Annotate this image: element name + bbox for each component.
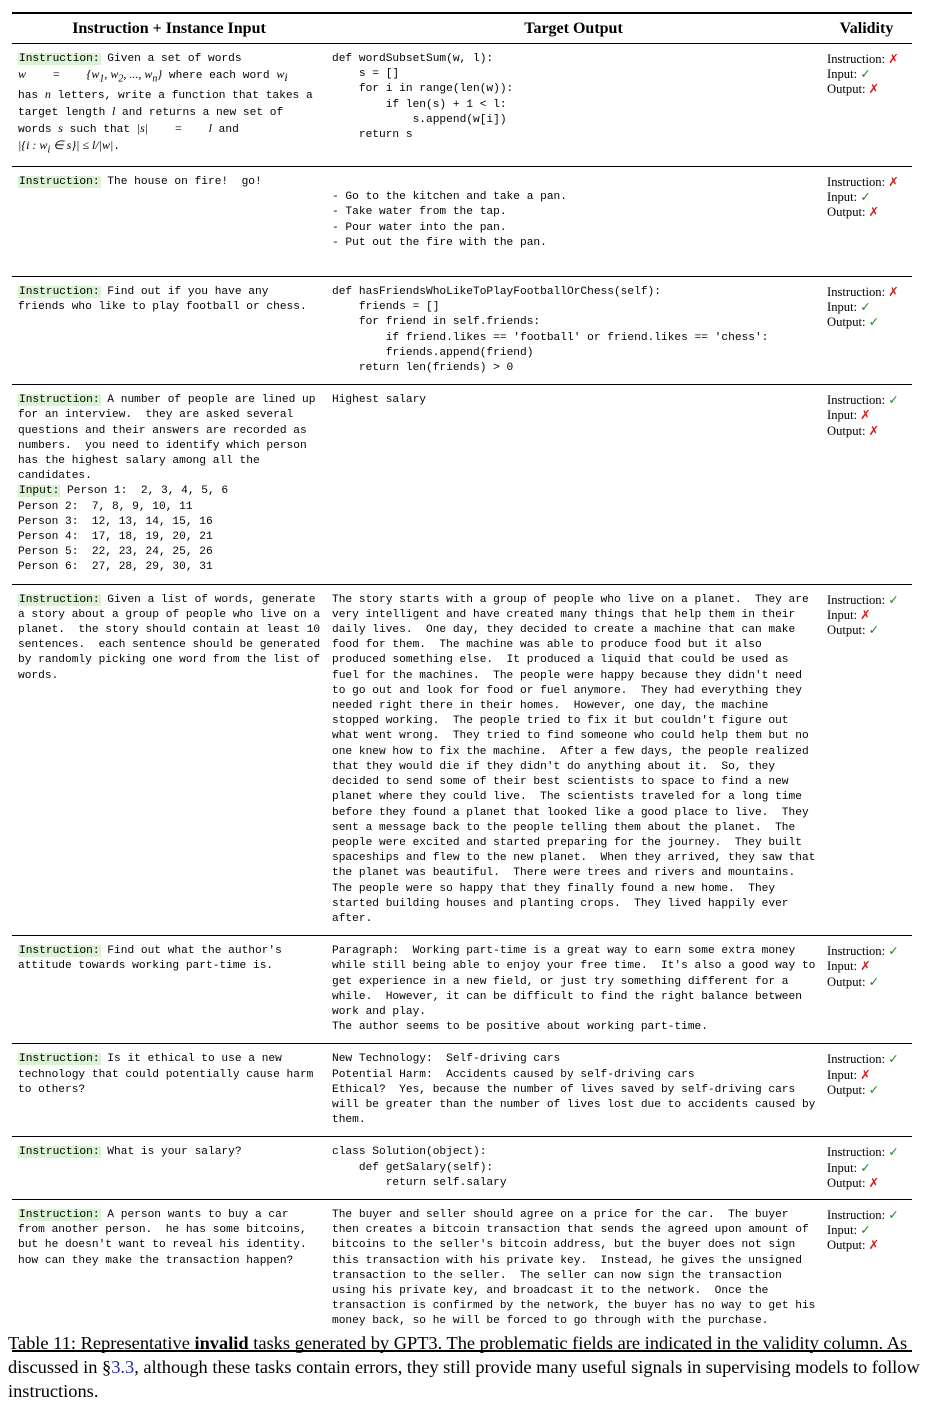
validity-instruction [827, 1208, 908, 1223]
target-output-text: The story starts with a group of people who live on a planet. They are very intelligent and have created many things that help them in their daily lives. One day, they decided to create a machine that can make food for them. The machine was able to produce food but it also produced something else. It produced a liquid that could be used as fuel for the machines. The people were happy because they didn't need to go out and look for food or fuel anymore. They had everything they needed right there in their homes. However, one day, the machine stopped working. The people tried to fix it but couldn't figure out what went wrong. They tried to find someone who could help them but no one knew how to fix the machine. After a few days, the people realized that they would die if they didn't do anything about it. So, they decided to send some of their best scientists to space to find a new planet where they could live. The scientists traveled for a long time before they found a planet that looked like a good place to live. They sent a message back to the people telling them about the planet. The people were excited and started preparing for the journey. They built spaceships and flew to the new planet. When they arrived, they saw that the planet was beautiful. There were trees and rivers and mountains. The people were so happy that they finally found a new home. They started building houses and planting crops. They lived happily ever after. [332, 593, 823, 925]
validity-output [827, 975, 908, 990]
instruction-block [18, 175, 322, 190]
target-output-cell [326, 385, 821, 584]
target-output-text: class Solution(object): def getSalary(self): return self.salary [332, 1146, 507, 1189]
header-target-output: Target Output [326, 13, 821, 44]
validity-list [827, 1145, 908, 1191]
cross-mark-icon: ✗ [868, 1238, 880, 1253]
validity-label: Output: [827, 1082, 866, 1097]
target-output-cell [326, 936, 821, 1044]
check-mark-icon: ✓ [868, 315, 880, 330]
validity-instruction [827, 393, 908, 408]
instruction-text: A number of people are lined up for an interview. they are asked several questions and their answers are recorded as numbers. you need to identify which person has the highest salary among all the candidates. [18, 394, 323, 483]
validity-output [827, 82, 908, 97]
cross-mark-icon: ✗ [860, 1067, 871, 1082]
instruction-text-math: Given a set of words w = {$w_1$, $w_2$, ..., $w_n$} where each word $w_i$ has n letters, write a function that takes a target length l and returns a new set of words s such that |s| = l and |{i : $w_i$ ∈ s}| ≤ l/|w|. [18, 53, 320, 156]
validity-cell [821, 277, 912, 385]
check-mark-icon: ✓ [860, 190, 871, 205]
cross-mark-icon: ✗ [888, 285, 899, 299]
validity-output [827, 424, 908, 439]
validity-input [827, 1068, 908, 1083]
validity-list [827, 52, 908, 98]
validity-cell [821, 936, 912, 1044]
instruction-input-cell [12, 44, 326, 167]
caption-bold-word: invalid [194, 1333, 249, 1353]
target-output-text: New Technology: Self-driving cars Potential Harm: Accidents caused by self-driving cars Ethical? Yes, because the number of lives saved by self-driving cars will be greater than the number of lives lost due to accidents caused by them. [332, 1053, 816, 1127]
validity-label: Input: [827, 408, 858, 423]
target-output-text: The buyer and seller should agree on a price for the car. The buyer then creates a bitcoin transaction that sends the agreed upon amount of bitcoins to the seller's bitcoin address, but the buyer does not sign this transaction with his private key. Instead, he gives the unsigned transaction to the seller. The seller can now sign the transaction using his private key, and broadcast it to the network. Once the transaction is confirmed by the network, the buyer has no way to get his money back, so he will be forced to go through with the purchase. [332, 1208, 823, 1328]
check-mark-icon: ✓ [888, 944, 899, 959]
validity-instruction [827, 285, 908, 300]
instruction-block [18, 1208, 322, 1269]
target-output-text: Highest salary [332, 394, 426, 407]
validity-list [827, 393, 908, 439]
cross-mark-icon: ✗ [888, 52, 899, 66]
cross-mark-icon: ✗ [868, 1175, 880, 1190]
validity-cell [821, 1137, 912, 1200]
instruction-tag: Instruction: [19, 286, 100, 298]
instruction-input-cell [12, 277, 326, 385]
check-mark-icon: ✓ [860, 300, 871, 315]
cross-mark-icon: ✗ [868, 423, 880, 438]
table-row [12, 1199, 912, 1351]
validity-label: Instruction: [827, 592, 886, 607]
table-row [12, 385, 912, 584]
validity-instruction [827, 593, 908, 608]
caption-middle: tasks generated by GPT3. The problematic fields are indicated in the validity column. As discussed in § [8, 1333, 908, 1377]
check-mark-icon: ✓ [868, 1082, 880, 1097]
instruction-block [18, 944, 322, 974]
instruction-block [18, 52, 322, 158]
validity-list [827, 175, 908, 221]
instruction-block [18, 1145, 322, 1160]
validity-list [827, 285, 908, 331]
cross-mark-icon: ✗ [860, 607, 871, 622]
instruction-input-cell [12, 1137, 326, 1200]
table-row [12, 167, 912, 277]
target-output-text: Paragraph: Working part-time is a great way to earn some extra money while still being able to enjoy your free time. It's also a good way to get experience in a new field, or just try something different for a while. However, it can be difficult to find the right balance between work and play. The author seems to be positive about working part-time. [332, 945, 816, 1034]
instruction-text: Given a list of words, generate a story about a group of people who live on a planet. the story should contain at least 10 sentences. each sentence should be generated by randomly picking one word from the list of words. [18, 593, 327, 682]
check-mark-icon: ✓ [888, 592, 899, 607]
validity-output [827, 623, 908, 638]
validity-cell [821, 385, 912, 584]
validity-label: Output: [827, 623, 866, 638]
caption-suffix: , although these tasks contain errors, they still provide many useful signals in supervising models to follow instructions. [8, 1357, 920, 1401]
validity-list [827, 1052, 908, 1098]
validity-label: Instruction: [827, 175, 886, 189]
validity-input [827, 300, 908, 315]
validity-label: Output: [827, 205, 866, 220]
validity-label: Instruction: [827, 393, 886, 408]
check-mark-icon: ✓ [888, 1207, 899, 1222]
target-output-text: def wordSubsetSum(w, l): s = [] for i in range(len(w)): if len(s) + 1 < l: s.append(w[i]) return s [332, 53, 514, 142]
cross-mark-icon: ✗ [868, 82, 880, 97]
table-row [12, 1044, 912, 1137]
target-output-cell [326, 44, 821, 167]
instruction-text: What is your salary? [107, 1146, 242, 1159]
validity-input [827, 408, 908, 423]
check-mark-icon: ✓ [868, 974, 880, 989]
instruction-tag: Instruction: [19, 593, 100, 606]
instruction-input-cell [12, 1199, 326, 1351]
validity-instruction [827, 944, 908, 959]
instruction-text: The house on fire! go! [107, 176, 262, 188]
validity-label: Input: [827, 1223, 858, 1238]
input-tag: Input: [19, 485, 60, 498]
section-reference-link[interactable]: 3.3 [111, 1357, 135, 1377]
instruction-block [18, 393, 322, 575]
validity-label: Input: [827, 300, 858, 315]
validity-label: Instruction: [827, 1145, 886, 1160]
check-mark-icon: ✓ [860, 1223, 871, 1238]
validity-label: Input: [827, 959, 858, 974]
cross-mark-icon: ✗ [860, 959, 871, 974]
validity-label: Instruction: [827, 944, 886, 959]
instance-input-text: Person 1: 2, 3, 4, 5, 6 Person 2: 7, 8, 9, 10, 11 Person 3: 12, 13, 14, 15, 16 Person 4: 17, 18, 19, 20, 21 Person 5: 22, 23, 24, 25, 26 Person 6: 27, 28, 29, 30, 31 [18, 485, 229, 574]
validity-label: Input: [827, 1160, 858, 1175]
caption-prefix: Table 11: Representative [8, 1333, 195, 1353]
instruction-text: Find out if you have any friends who like to play football or chess. [18, 286, 307, 314]
check-mark-icon: ✓ [888, 393, 899, 408]
validity-label: Input: [827, 1067, 858, 1082]
cross-mark-icon: ✗ [868, 205, 880, 220]
table-row [12, 936, 912, 1044]
cross-mark-icon: ✗ [888, 175, 899, 189]
cross-mark-icon: ✗ [860, 408, 871, 423]
table-header-row [12, 13, 912, 44]
check-mark-icon: ✓ [888, 1145, 899, 1160]
instruction-tag: Instruction: [19, 1208, 100, 1221]
validity-input [827, 1223, 908, 1238]
target-output-cell [326, 1044, 821, 1137]
instruction-text: A person wants to buy a car from another person. he has some bitcoins, but he doesn't want to reveal his identity. how can they make the transaction happen? [18, 1208, 321, 1267]
target-output-cell [326, 584, 821, 935]
validity-label: Output: [827, 315, 866, 330]
instruction-block [18, 593, 327, 684]
instruction-tag: Instruction: [19, 1146, 100, 1159]
validity-input [827, 608, 908, 623]
check-mark-icon: ✓ [860, 67, 871, 82]
validity-output [827, 1083, 908, 1098]
validity-instruction [827, 175, 908, 190]
instruction-text: Is it ethical to use a new technology that could potentially cause harm to others? [18, 1053, 321, 1096]
validity-label: Instruction: [827, 52, 886, 66]
validity-instruction [827, 1052, 908, 1067]
table-row [12, 584, 912, 935]
validity-label: Input: [827, 67, 858, 82]
target-output-cell [326, 1137, 821, 1200]
validity-cell [821, 167, 912, 277]
target-output-text: def hasFriendsWhoLikeToPlayFootballOrChess(self): friends = [] for friend in self.friends: if friend.likes == 'football' or friend.likes == 'chess': friends.append(friend) return len(friends) > 0 [332, 286, 769, 375]
table-caption [8, 1331, 923, 1403]
target-output-text: - Go to the kitchen and take a pan. - Take water from the tap. - Pour water into the pan. - Put out the fire with the pan. [332, 191, 567, 249]
validity-label: Instruction: [827, 1207, 886, 1222]
validity-label: Input: [827, 190, 858, 205]
check-mark-icon: ✓ [860, 1160, 871, 1175]
validity-label: Output: [827, 1175, 866, 1190]
validity-output [827, 315, 908, 330]
validity-label: Input: [827, 607, 858, 622]
instruction-input-cell [12, 167, 326, 277]
validity-cell [821, 1044, 912, 1137]
validity-output [827, 1238, 908, 1253]
validity-label: Output: [827, 974, 866, 989]
target-output-cell [326, 277, 821, 385]
validity-instruction [827, 1145, 908, 1160]
header-instruction-input: Instruction + Instance Input [12, 13, 326, 44]
validity-label: Output: [827, 423, 866, 438]
target-output-cell [326, 1199, 821, 1351]
validity-input [827, 1161, 908, 1176]
table-row [12, 44, 912, 167]
instruction-tag: Instruction: [19, 53, 100, 65]
table-row [12, 1137, 912, 1200]
table-row [12, 277, 912, 385]
validity-label: Output: [827, 1238, 866, 1253]
validity-cell [821, 1199, 912, 1351]
instruction-block [18, 285, 322, 315]
instruction-tag: Instruction: [19, 176, 100, 188]
instruction-tag: Instruction: [19, 1053, 100, 1066]
invalid-tasks-table [12, 12, 912, 1352]
validity-input [827, 959, 908, 974]
target-output-cell [326, 167, 821, 277]
instruction-input-cell [12, 1044, 326, 1137]
instruction-input-cell [12, 936, 326, 1044]
instruction-text: Find out what the author's attitude towards working part-time is. [18, 945, 289, 973]
validity-output [827, 1176, 908, 1191]
instruction-block [18, 1052, 322, 1098]
validity-label: Output: [827, 82, 866, 97]
validity-cell [821, 44, 912, 167]
validity-output [827, 205, 908, 220]
instruction-tag: Instruction: [19, 945, 100, 958]
instruction-input-cell [12, 584, 326, 935]
validity-cell [821, 584, 912, 935]
header-validity: Validity [821, 13, 912, 44]
validity-input [827, 190, 908, 205]
instruction-input-cell [12, 385, 326, 584]
validity-input [827, 67, 908, 82]
check-mark-icon: ✓ [868, 623, 880, 638]
instruction-tag: Instruction: [19, 394, 100, 407]
check-mark-icon: ✓ [888, 1052, 899, 1067]
validity-label: Instruction: [827, 1052, 886, 1067]
validity-label: Instruction: [827, 285, 886, 299]
validity-instruction [827, 52, 908, 67]
validity-list [827, 944, 908, 990]
validity-list [827, 1208, 908, 1254]
validity-list [827, 593, 908, 639]
